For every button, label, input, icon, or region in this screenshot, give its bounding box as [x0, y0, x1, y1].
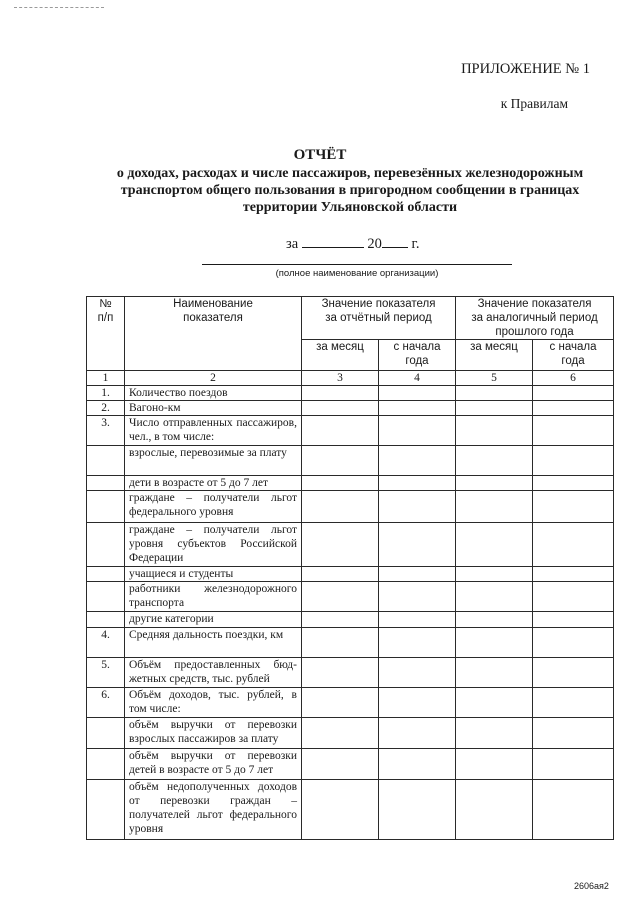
value-cell[interactable] — [302, 386, 379, 401]
row-number — [87, 749, 125, 780]
column-index: 4 — [379, 371, 456, 386]
row-number — [87, 718, 125, 749]
value-cell[interactable] — [379, 688, 456, 718]
period-year-prefix: 20 — [367, 236, 382, 252]
subtitle-line: транспортом общего пользования в пригородном сообщении в границах — [120, 183, 580, 198]
row-number — [87, 446, 125, 476]
row-number: 2. — [87, 401, 125, 416]
value-cell[interactable] — [379, 416, 456, 446]
value-cell[interactable] — [533, 718, 614, 749]
period-prefix: за — [286, 236, 299, 252]
column-index: 6 — [533, 371, 614, 386]
row-name: Количество поездов — [125, 386, 302, 401]
value-cell[interactable] — [379, 476, 456, 491]
row-number: 1. — [87, 386, 125, 401]
value-cell[interactable] — [302, 446, 379, 476]
row-number: 4. — [87, 628, 125, 658]
period-year-blank[interactable] — [382, 233, 408, 248]
value-cell[interactable] — [533, 523, 614, 567]
table-row — [87, 491, 614, 523]
period-month-blank[interactable] — [302, 233, 364, 248]
row-name: Число отправленных пассажиров, чел., в том числе: — [125, 416, 302, 446]
value-cell[interactable] — [379, 718, 456, 749]
value-cell[interactable] — [533, 567, 614, 582]
row-number — [87, 491, 125, 523]
value-cell[interactable] — [379, 491, 456, 523]
row-name: учащиеся и студенты — [125, 567, 302, 582]
value-cell[interactable] — [456, 567, 533, 582]
row-number — [87, 612, 125, 628]
value-cell[interactable] — [533, 386, 614, 401]
value-cell[interactable] — [533, 446, 614, 476]
value-cell[interactable] — [302, 523, 379, 567]
row-name: Вагоно-км — [125, 401, 302, 416]
row-name: объём выручки от перевозки детей в возрасте от 5 до 7 лет — [125, 749, 302, 780]
value-cell[interactable] — [456, 416, 533, 446]
value-cell[interactable] — [302, 628, 379, 658]
table-row — [87, 749, 614, 780]
value-cell[interactable] — [533, 612, 614, 628]
row-number: 6. — [87, 688, 125, 718]
row-name: Объём доходов, тыс. рублей, в том числе: — [125, 688, 302, 718]
value-cell[interactable] — [379, 567, 456, 582]
value-cell[interactable] — [302, 658, 379, 688]
appendix-label: ПРИЛОЖЕНИЕ № 1 — [461, 61, 590, 77]
row-name: объём выручки от перевозки взрослых пассажиров за плату — [125, 718, 302, 749]
value-cell[interactable] — [533, 658, 614, 688]
report-table — [86, 296, 614, 840]
value-cell[interactable] — [379, 386, 456, 401]
value-cell[interactable] — [456, 688, 533, 718]
table-row — [87, 523, 614, 567]
value-cell[interactable] — [533, 416, 614, 446]
subtitle-line: о доходах, расходах и числе пассажиров, перевезённых железнодорожным — [116, 166, 584, 181]
value-cell[interactable] — [533, 582, 614, 612]
value-cell[interactable] — [456, 658, 533, 688]
table-row — [87, 718, 614, 749]
table-row — [87, 476, 614, 491]
value-cell[interactable] — [456, 491, 533, 523]
value-cell[interactable] — [379, 612, 456, 628]
value-cell[interactable] — [456, 446, 533, 476]
header-num: № п/п — [87, 297, 125, 371]
value-cell[interactable] — [456, 476, 533, 491]
value-cell[interactable] — [533, 688, 614, 718]
table-row — [87, 628, 614, 658]
value-cell[interactable] — [302, 567, 379, 582]
header-previous-period: Значение показателя за аналогичный период прошлого года — [456, 297, 614, 340]
value-cell[interactable] — [302, 582, 379, 612]
table-row — [87, 582, 614, 612]
report-period — [286, 233, 419, 253]
organization-caption: (полное наименование организации) — [275, 268, 439, 279]
value-cell[interactable] — [302, 476, 379, 491]
value-cell[interactable] — [533, 401, 614, 416]
page-code: 2606ая2 — [574, 881, 609, 891]
value-cell[interactable] — [302, 780, 379, 840]
value-cell[interactable] — [379, 658, 456, 688]
row-name: работники железнодорожного транспорта — [125, 582, 302, 612]
value-cell[interactable] — [456, 718, 533, 749]
value-cell[interactable] — [456, 401, 533, 416]
report-subtitle — [100, 165, 600, 216]
to-rules-label: к Правилам — [500, 96, 568, 111]
column-index: 1 — [87, 371, 125, 386]
scan-artifact — [14, 7, 104, 8]
value-cell[interactable] — [302, 401, 379, 416]
column-index: 5 — [456, 371, 533, 386]
row-name: граждане – получатели льгот федерального уровня — [125, 491, 302, 523]
row-name: взрослые, перевозимые за плату — [125, 446, 302, 476]
value-cell[interactable] — [533, 749, 614, 780]
header-ytd-prev: с начала года — [533, 340, 614, 371]
value-cell[interactable] — [456, 582, 533, 612]
report-title: ОТЧЁТ — [293, 147, 347, 163]
subtitle-line: территории Ульяновской области — [242, 200, 458, 215]
value-cell[interactable] — [456, 523, 533, 567]
value-cell[interactable] — [302, 749, 379, 780]
value-cell[interactable] — [456, 780, 533, 840]
row-name: объём недополученных доходов от перевозки граждан – получателей льгот федерального уровня — [125, 780, 302, 840]
row-number — [87, 523, 125, 567]
value-cell[interactable] — [302, 688, 379, 718]
value-cell[interactable] — [379, 446, 456, 476]
row-name: другие категории — [125, 612, 302, 628]
value-cell[interactable] — [302, 416, 379, 446]
table-row — [87, 688, 614, 718]
value-cell[interactable] — [456, 386, 533, 401]
header-ytd: с начала года — [379, 340, 456, 371]
table-row — [87, 658, 614, 688]
table-row — [87, 416, 614, 446]
table-row — [87, 567, 614, 582]
row-name: дети в возрасте от 5 до 7 лет — [125, 476, 302, 491]
table-row — [87, 780, 614, 840]
table-row — [87, 386, 614, 401]
period-suffix: г. — [411, 236, 420, 252]
value-cell[interactable] — [533, 491, 614, 523]
value-cell[interactable] — [456, 612, 533, 628]
header-month-prev: за месяц — [456, 340, 533, 371]
table-row — [87, 612, 614, 628]
value-cell[interactable] — [533, 476, 614, 491]
row-name: Средняя дальность поездки, км — [125, 628, 302, 658]
value-cell[interactable] — [302, 612, 379, 628]
header-name: Наименование показателя — [125, 297, 302, 371]
row-number — [87, 476, 125, 491]
table-row — [87, 446, 614, 476]
row-number — [87, 582, 125, 612]
column-index: 3 — [302, 371, 379, 386]
header-current-period: Значение показателя за отчётный период — [302, 297, 456, 340]
row-number: 3. — [87, 416, 125, 446]
column-index: 2 — [125, 371, 302, 386]
row-number — [87, 567, 125, 582]
value-cell[interactable] — [379, 582, 456, 612]
value-cell[interactable] — [379, 628, 456, 658]
value-cell[interactable] — [302, 718, 379, 749]
value-cell[interactable] — [533, 628, 614, 658]
value-cell[interactable] — [456, 749, 533, 780]
table-row — [87, 401, 614, 416]
value-cell[interactable] — [456, 628, 533, 658]
organization-name-line[interactable] — [202, 264, 512, 265]
value-cell[interactable] — [302, 491, 379, 523]
row-number — [87, 780, 125, 840]
row-name: Объём предоставленных бюджетных средств, тыс. рублей — [125, 658, 302, 688]
header-month: за месяц — [302, 340, 379, 371]
row-name: граждане – получатели льгот уровня субъектов Российской Федерации — [125, 523, 302, 567]
value-cell[interactable] — [379, 780, 456, 840]
value-cell[interactable] — [379, 749, 456, 780]
value-cell[interactable] — [379, 401, 456, 416]
row-number: 5. — [87, 658, 125, 688]
value-cell[interactable] — [379, 523, 456, 567]
value-cell[interactable] — [533, 780, 614, 840]
